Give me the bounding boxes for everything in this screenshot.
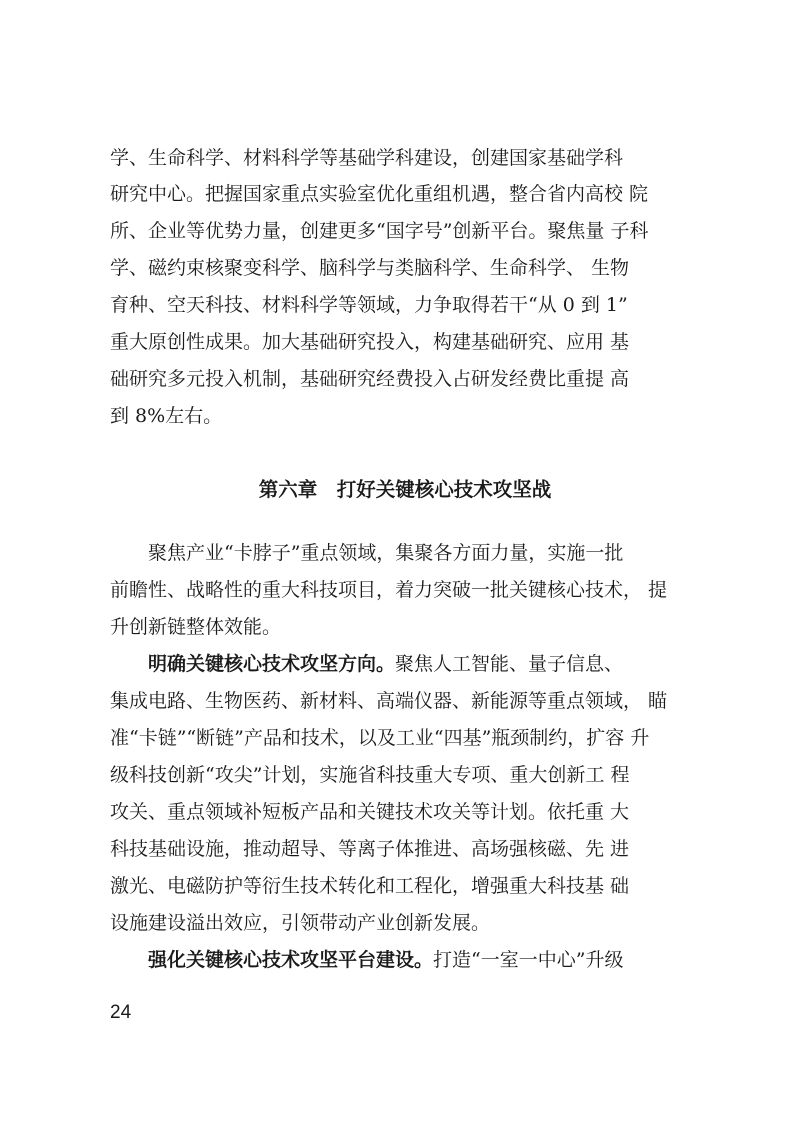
body-line: 设施建设溢出效应，引领带动产业创新发展。 bbox=[110, 912, 491, 934]
section-lead: 强化关键核心技术攻坚平台建设。 bbox=[148, 949, 434, 971]
body-line: 激光、电磁防护等衍生技术转化和工程化，增强重大科技基 础 bbox=[110, 875, 630, 897]
chapter-title: 第六章 打好关键核心技术攻坚战 bbox=[258, 478, 552, 501]
page-number: 24 bbox=[110, 1002, 132, 1023]
body-line: 准“卡链”“断链”产品和技术，以及工业“四基”瓶颈制约，扩容 升 bbox=[110, 727, 650, 749]
paragraph-first-line bbox=[110, 651, 700, 677]
body-text: 聚焦人工智能、量子信息、 bbox=[395, 653, 624, 675]
body-line: 育种、空天科技、材料科学等领域，力争取得若干“从 0 到 1” bbox=[110, 294, 628, 316]
body-line: 学、生命科学、材料科学等基础学科建设，创建国家基础学科 bbox=[110, 147, 624, 169]
body-line: 研究中心。把握国家重点实验室优化重组机遇，整合省内高校 院 bbox=[110, 183, 649, 205]
body-line: 聚焦产业“卡脖子”重点领域，集聚各方面力量，实施一批 bbox=[110, 542, 624, 564]
body-line: 攻关、重点领域补短板产品和关键技术攻关等计划。依托重 大 bbox=[110, 801, 630, 823]
body-line: 所、企业等优势力量，创建更多“国字号”创新平台。聚焦量 子科 bbox=[110, 220, 649, 242]
body-line: 前瞻性、战略性的重大科技项目，着力突破一批关键核心技术， 提 bbox=[110, 579, 668, 601]
body-line: 础研究多元投入机制，基础研究经费投入占研发经费比重提 高 bbox=[110, 368, 630, 390]
body-line: 升创新链整体效能。 bbox=[110, 616, 282, 638]
body-line: 级科技创新“攻尖”计划，实施省科技重大专项、重大创新工 程 bbox=[110, 764, 630, 786]
body-line: 集成电路、生物医药、新材料、高端仪器、新能源等重点领域， 瞄 bbox=[110, 690, 668, 712]
body-line: 科技基础设施，推动超导、等离子体推进、高场强核磁、先 进 bbox=[110, 838, 630, 860]
body-line: 重大原创性成果。加大基础研究投入，构建基础研究、应用 基 bbox=[110, 331, 630, 353]
body-line: 学、磁约束核聚变科学、脑科学与类脑科学、生命科学、 生物 bbox=[110, 257, 630, 279]
paragraph-first-line bbox=[110, 947, 700, 973]
section-lead: 明确关键核心技术攻坚方向。 bbox=[148, 653, 396, 675]
body-text: 打造“一室一中心”升级 bbox=[433, 949, 624, 971]
body-line: 到 8%左右。 bbox=[110, 405, 223, 427]
